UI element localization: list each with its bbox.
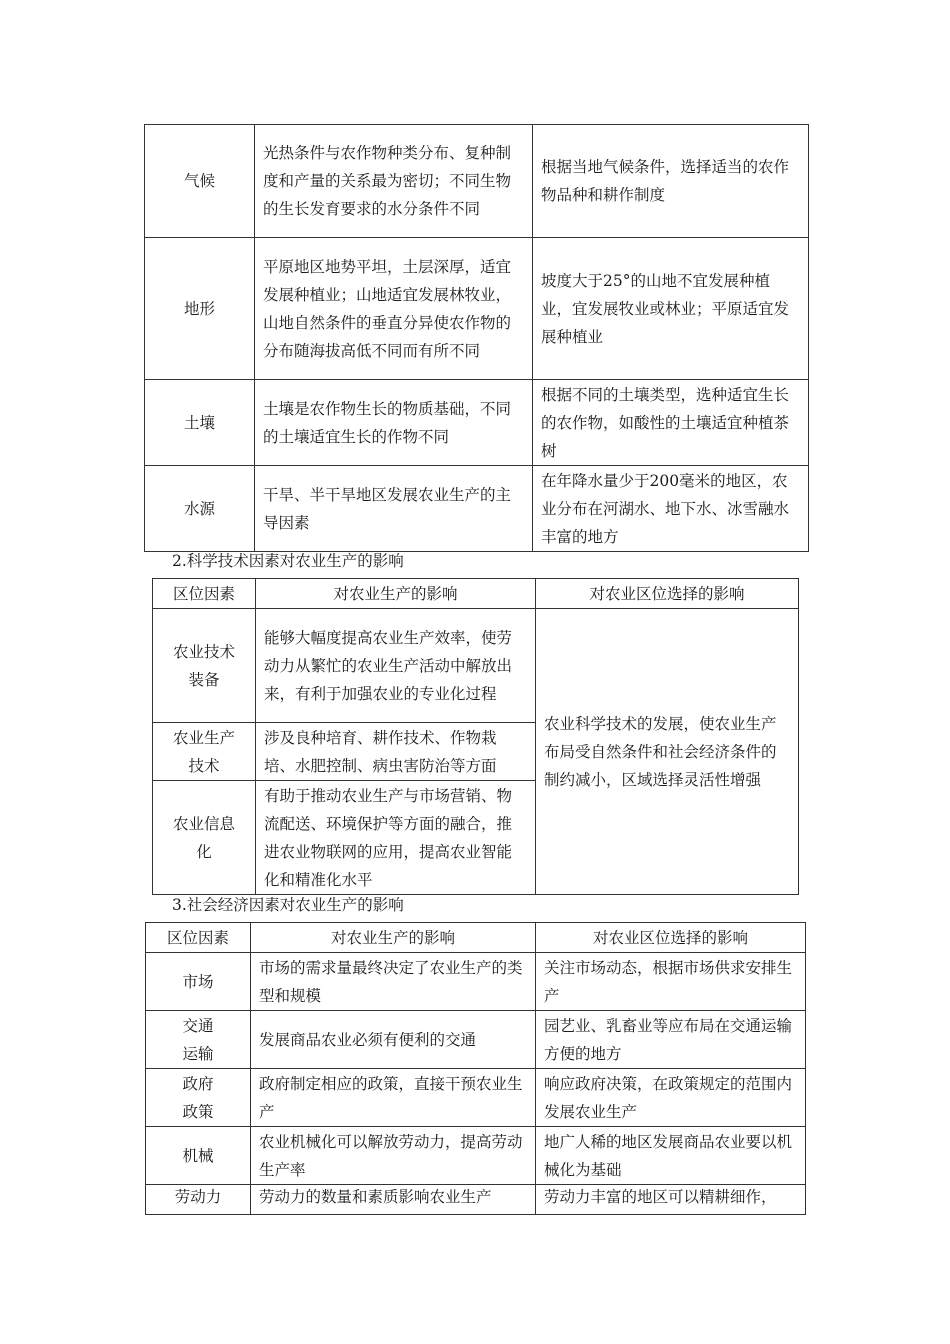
choice-cell: 园艺业、乳畜业等应布局在交通运输方便的地方 — [536, 1011, 806, 1069]
column-header: 对农业生产的影响 — [256, 579, 536, 609]
factor-cell: 交通运输 — [146, 1011, 251, 1069]
section2-heading: 2.科学技术因素对农业生产的影响 — [172, 552, 404, 570]
influence-cell: 光热条件与农作物种类分布、复种制度和产量的关系最为密切；不同生物的生长发育要求的水分条件不同 — [255, 125, 533, 238]
choice-cell: 根据不同的土壤类型，选种适宜生长的农作物，如酸性的土壤适宜种植茶树 — [533, 380, 809, 466]
table-row — [145, 125, 809, 238]
influence-cell: 土壤是农作物生长的物质基础，不同的土壤适宜生长的作物不同 — [255, 380, 533, 466]
factor-cell: 气候 — [145, 125, 255, 238]
column-header: 对农业区位选择的影响 — [536, 923, 806, 953]
factor-cell: 地形 — [145, 238, 255, 380]
factor-cell: 水源 — [145, 466, 255, 552]
factor-cell: 农业生产技术 — [153, 723, 256, 781]
choice-cell: 劳动力丰富的地区可以精耕细作， — [536, 1185, 806, 1215]
influence-cell: 农业机械化可以解放劳动力，提高劳动生产率 — [251, 1127, 536, 1185]
choice-cell: 地广人稀的地区发展商品农业要以机械化为基础 — [536, 1127, 806, 1185]
column-header: 区位因素 — [153, 579, 256, 609]
factor-cell: 农业信息化 — [153, 781, 256, 895]
column-header: 对农业区位选择的影响 — [536, 579, 799, 609]
influence-cell: 市场的需求量最终决定了农业生产的类型和规模 — [251, 953, 536, 1011]
natural-factors-table — [144, 124, 809, 552]
section3-heading: 3.社会经济因素对农业生产的影响 — [172, 896, 404, 914]
influence-cell: 平原地区地势平坦，土层深厚，适宜发展种植业；山地适宜发展林牧业，山地自然条件的垂直分异使农作物的分布随海拔高低不同而有所不同 — [255, 238, 533, 380]
table-row — [146, 1069, 806, 1127]
influence-cell: 劳动力的数量和素质影响农业生产 — [251, 1185, 536, 1215]
column-header: 对农业生产的影响 — [251, 923, 536, 953]
socioeconomic-factors-table — [145, 922, 806, 1215]
influence-cell: 干旱、半干旱地区发展农业生产的主导因素 — [255, 466, 533, 552]
merged-choice-cell: 农业科学技术的发展，使农业生产布局受自然条件和社会经济条件的制约减小，区域选择灵活性增强 — [536, 609, 799, 895]
choice-cell: 响应政府决策，在政策规定的范围内发展农业生产 — [536, 1069, 806, 1127]
influence-cell: 有助于推动农业生产与市场营销、物流配送、环境保护等方面的融合，推进农业物联网的应用，提高农业智能化和精准化水平 — [256, 781, 536, 895]
factor-cell: 市场 — [146, 953, 251, 1011]
table-row — [146, 1011, 806, 1069]
choice-cell: 关注市场动态，根据市场供求安排生产 — [536, 953, 806, 1011]
column-header: 区位因素 — [146, 923, 251, 953]
table-row — [146, 1127, 806, 1185]
table-row — [145, 238, 809, 380]
influence-cell: 政府制定相应的政策，直接干预农业生产 — [251, 1069, 536, 1127]
factor-cell: 政府政策 — [146, 1069, 251, 1127]
table-row — [146, 1185, 806, 1215]
choice-cell: 坡度大于25°的山地不宜发展种植业，宜发展牧业或林业；平原适宜发展种植业 — [533, 238, 809, 380]
table-row — [145, 380, 809, 466]
table-row — [153, 609, 799, 723]
influence-cell: 能够大幅度提高农业生产效率，使劳动力从繁忙的农业生产活动中解放出来，有利于加强农业的专业化过程 — [256, 609, 536, 723]
tech-factors-table — [152, 578, 799, 895]
choice-cell: 根据当地气候条件，选择适当的农作物品种和耕作制度 — [533, 125, 809, 238]
table-header-row — [153, 579, 799, 609]
factor-cell: 劳动力 — [146, 1185, 251, 1215]
influence-cell: 涉及良种培育、耕作技术、作物栽培、水肥控制、病虫害防治等方面 — [256, 723, 536, 781]
factor-cell: 机械 — [146, 1127, 251, 1185]
table-header-row — [146, 923, 806, 953]
table-row — [145, 466, 809, 552]
factor-cell: 土壤 — [145, 380, 255, 466]
table-row — [146, 953, 806, 1011]
factor-cell: 农业技术装备 — [153, 609, 256, 723]
choice-cell: 在年降水量少于200毫米的地区，农业分布在河湖水、地下水、冰雪融水丰富的地方 — [533, 466, 809, 552]
influence-cell: 发展商品农业必须有便利的交通 — [251, 1011, 536, 1069]
